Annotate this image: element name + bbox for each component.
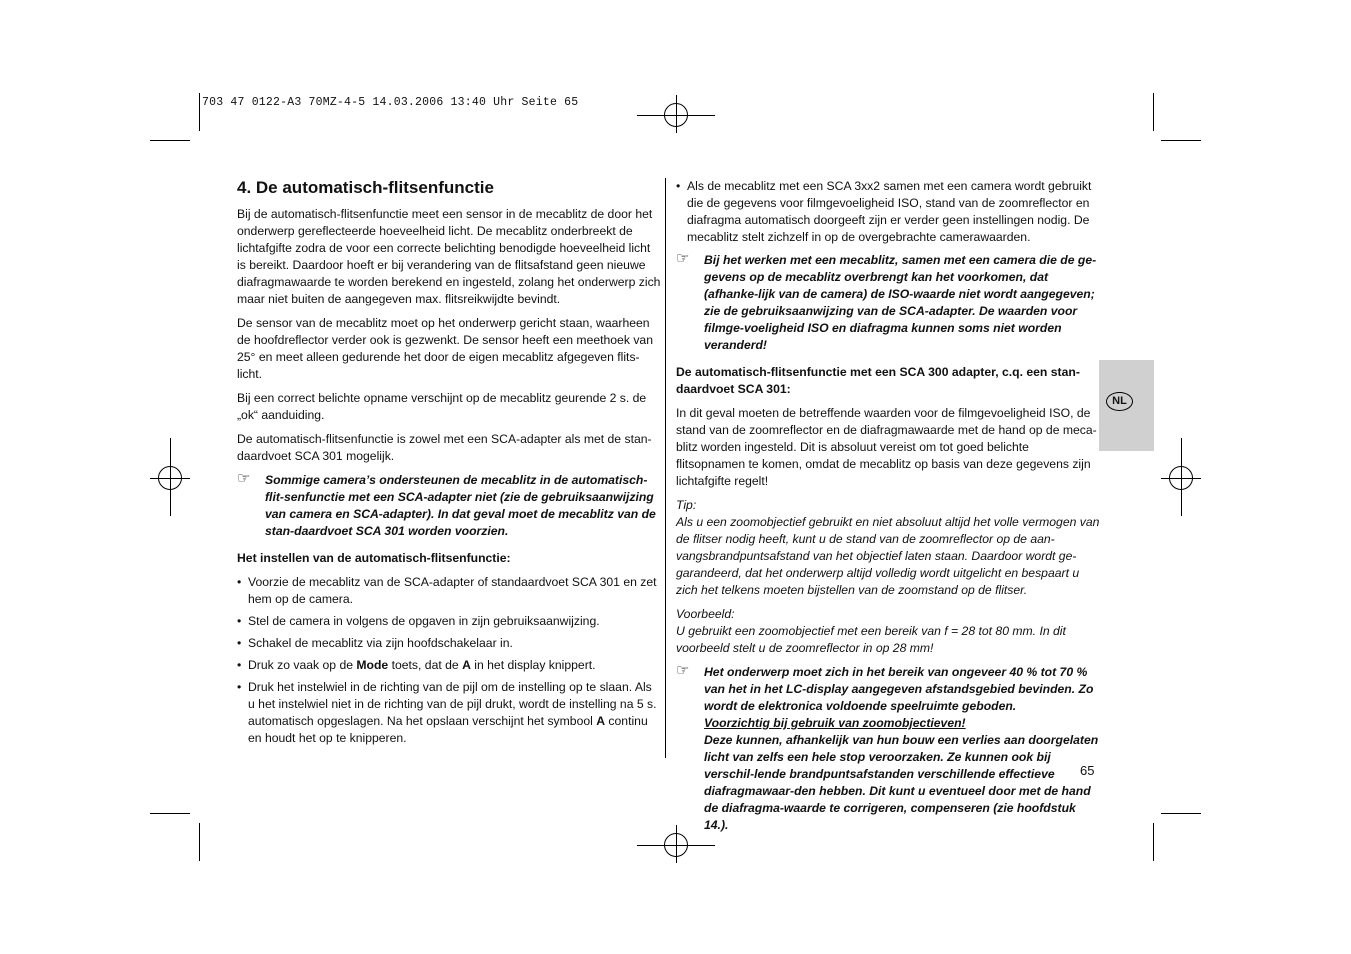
crop-mark [150,813,190,814]
list-item: • Als de mecablitz met een SCA 3xx2 samen met een camera wordt gebruikt die de gegevens voor filmgevoeligheid ISO, stand van de zoomreflector en diafragma automatisch doorgeeft zijn er verder geen instellingen nodig. De mecablitz stelt zichzelf in op de overgebrachte camerawaarden. [676,178,1100,246]
note-text: Deze kunnen, afhankelijk van hun bouw een verlies aan doorgelaten licht van zelfs een hele stop veroorzaken. Ze kunnen ook bij verschil-lende brandpuntsafstanden verschillende effectieve diafragmawaar-den hebben. Dit kunt u eventueel door met de hand de diafragma-waarde te corrigeren, compenseren (zie hoofdstuk 14.). [704,733,1099,832]
note-block [676,252,1100,354]
registration-circle [664,103,688,127]
registration-circle [158,466,182,490]
language-badge: NL [1106,392,1133,411]
pointing-hand-icon: ☞ [237,470,251,487]
pointing-hand-icon: ☞ [676,250,690,267]
warning-heading: Voorzichtig bij gebruik van zoomobjectieven! [704,716,966,730]
list-item: • Druk zo vaak op de Mode toets, dat de A in het display knippert. [237,657,661,674]
note-block [676,664,1100,834]
note-text: Sommige camera’s ondersteunen de mecablitz in de automatisch-flit-senfunctie met een SCA-adapter niet (zie de gebruiksaanwijzing van camera en SCA-adapter). In dat geval moet de mecablitz van de stan-daardvoet SCA 301 worden voorzien. [265,473,656,538]
crop-mark [1161,813,1201,814]
paragraph: Bij de automatisch-flitsenfunctie meet een sensor in de mecablitz de door het onderwerp gereflecteerde hoeveelheid licht. De mecablitz onderbreekt de lichtafgifte zodra de voor een correcte belichting benodigde hoeveelheid licht is bereikt. Daardoor hoeft er bij verandering van de flitsafstand geen nieuwe diafragmawaarde te worden berekend en ingesteld, zolang het onderwerp zich maar niet buiten de aangegeven max. flitsreikwijdte bevindt. [237,207,661,306]
page-number: 65 [1080,763,1095,778]
crop-mark [1153,823,1154,861]
column-divider [665,178,666,758]
paragraph: Bij een correct belichte opname verschijnt op de mecablitz geurende 2 s. de „ok“ aanduiding. [237,391,647,422]
paragraph: In dit geval moeten de betreffende waarden voor de filmgevoeligheid ISO, de stand van de zoomreflector en de diafragmawaarde met de hand op de meca-blitz worden ingesteld. Dit is absoluut vereist om tot goed belichte flitsopnamen te komen, omdat de mecablitz op basis van deze gegevens zijn lichtafgifte regelt! [676,406,1097,488]
subheading: De automatisch-flitsenfunctie met een SCA 300 adapter, c.q. een stan-daardvoet SCA 301: [676,365,1080,396]
paragraph: De automatisch-flitsenfunctie is zowel met een SCA-adapter als met de stan-daardvoet SCA 301 mogelijk. [237,432,652,463]
example-label: Voorbeeld: [676,607,735,621]
subheading: Het instellen van de automatisch-flitsenfunctie: [237,551,511,565]
example-text: U gebruikt een zoomobjectief met een bereik van f = 28 tot 80 mm. In dit voorbeeld stelt u de zoomreflector in op 28 mm! [676,624,1066,655]
mode-key-label: Mode [356,658,389,672]
crop-mark [199,823,200,861]
mode-symbol: A [462,658,471,672]
tip-text: Als u een zoomobjectief gebruikt en niet absoluut altijd het volle vermogen van de flitser nodig heeft, kunt u de stand van de zoomreflector op de aan-vangsbrandpuntsafstand van het objectief laten staan. Daardoor wordt ge-garandeerd, dat het onderwerp altijd volledig wordt uitgelicht en bespaart u zich het telkens moeten bijstellen van de zoomstand op de flitser. [676,515,1100,597]
section-title: 4. De automatisch-flitsenfunctie [237,178,494,197]
note-block [237,472,661,540]
crop-mark [199,93,200,131]
crop-mark [150,140,190,141]
right-column [676,178,1100,842]
crop-mark [1153,93,1154,131]
pointing-hand-icon: ☞ [676,662,690,679]
registration-circle [1169,466,1193,490]
tip-label: Tip: [676,498,697,512]
print-header: 703 47 0122-A3 70MZ-4-5 14.03.2006 13:40 Uhr Seite 65 [202,96,579,109]
crop-mark [1161,140,1201,141]
note-text: Bij het werken met een mecablitz, samen met een camera die de ge-gevens op de mecablitz overbrengt kan het voorkomen, dat (afhanke-lijk van de camera) de ISO-waarde niet wordt aangegeven; zie de gebruiksaanwijzing van de SCA-adapter. De waarden voor filmge-voeligheid ISO en diafragma kunnen soms niet worden veranderd! [704,253,1097,352]
list-item: • Schakel de mecablitz via zijn hoofdschakelaar in. [237,635,661,652]
list-item: • Druk het instelwiel in de richting van de pijl om de instelling op te slaan. Als u het instelwiel niet in de richting van de pijl drukt, wordt de instelling na 5 s. automatisch opgeslagen. Na het opslaan verschijnt het symbool A continu en houdt het op te knipperen. [237,679,661,747]
paragraph: De sensor van de mecablitz moet op het onderwerp gericht staan, waarheen de hoofdreflector verder ook is gezwenkt. De sensor heeft een meethoek van 25° en meet alleen gedurende het door de eigen mecablitz afgegeven flits-licht. [237,316,653,381]
list-item: • Voorzie de mecablitz van de SCA-adapter of standaardvoet SCA 301 en zet hem op de camera. [237,574,661,608]
list-item: • Stel de camera in volgens de opgaven in zijn gebruiksaanwijzing. [237,613,661,630]
note-text: Het onderwerp moet zich in het bereik van ongeveer 40 % tot 70 % van het in het LC-display aangegeven afstandsgebied bevinden. Zo wordt de elektronica voldoende speelruimte geboden. [704,665,1094,713]
left-column [237,178,661,752]
mode-symbol: A [596,714,606,728]
